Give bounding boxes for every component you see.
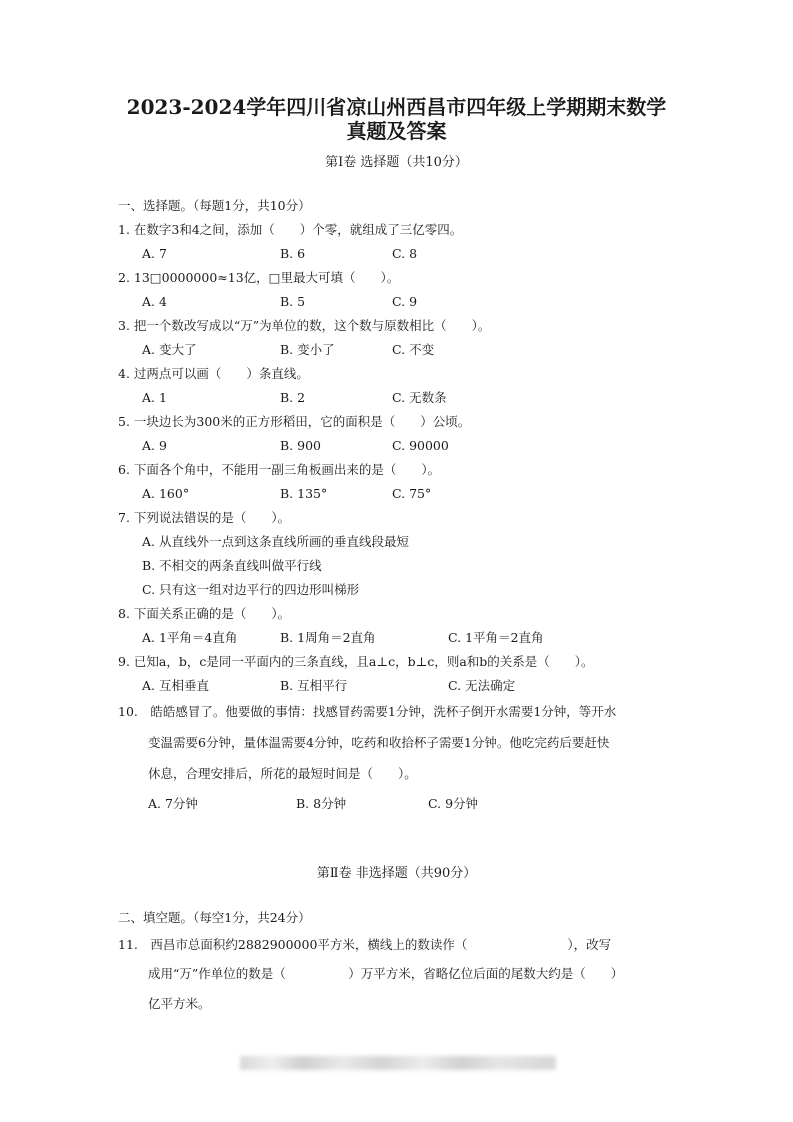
- question-7: 7. 下列说法错误的是（ ）。: [118, 510, 291, 525]
- question-4: 4. 过两点可以画（ ）条直线。: [118, 366, 309, 381]
- question-11-line-2: 成用“万”作单位的数是（ ）万平方米，省略亿位后面的尾数大约是（ ）: [148, 966, 624, 981]
- question-3: 3. 把一个数改写成以“万”为单位的数，这个数与原数相比（ ）。: [118, 318, 491, 333]
- q9-option-b: B. 互相平行: [280, 678, 348, 693]
- q8-option-c: C. 1平角＝2直角: [448, 630, 544, 645]
- document-title-line-1: 2023-2024学年四川省凉山州西昌市四年级上学期期末数学: [126, 95, 667, 119]
- q6-option-a: A. 160°: [142, 486, 190, 501]
- q10-option-a: A. 7分钟: [148, 796, 198, 811]
- q5-option-a: A. 9: [142, 438, 167, 453]
- q7-option-b: B. 不相交的两条直线叫做平行线: [142, 558, 322, 573]
- q2-option-b: B. 5: [280, 294, 306, 309]
- part-1-heading: 第Ⅰ卷 选择题（共10分）: [325, 155, 468, 170]
- question-5: 5. 一块边长为300米的正方形稻田，它的面积是（ ）公顷。: [118, 414, 471, 429]
- q8-option-b: B. 1周角＝2直角: [280, 630, 376, 645]
- q1-option-b: B. 6: [280, 246, 306, 261]
- q5-option-c: C. 90000: [392, 438, 449, 453]
- question-1: 1. 在数字3和4之间，添加（ ）个零，就组成了三亿零四。: [118, 222, 463, 237]
- q1-option-a: A. 7: [142, 246, 167, 261]
- blurred-footer-watermark: [240, 1056, 556, 1070]
- question-10-line-3: 休息，合理安排后，所花的最短时间是（ ）。: [148, 766, 417, 781]
- q8-option-a: A. 1平角＝4直角: [142, 630, 238, 645]
- question-11-line-1: 11. 西昌市总面积约2882900000平方米，横线上的数读作（ ），改写: [118, 937, 612, 952]
- question-8: 8. 下面关系正确的是（ ）。: [118, 606, 291, 621]
- section-2-heading: 二、填空题。（每空1分，共24分）: [118, 910, 311, 925]
- question-11-line-3: 亿平方米。: [148, 996, 211, 1011]
- q10-option-c: C. 9分钟: [428, 796, 479, 811]
- q4-option-c: C. 无数条: [392, 390, 447, 405]
- document-title-line-2: 真题及答案: [346, 119, 447, 143]
- q9-option-c: C. 无法确定: [448, 678, 516, 693]
- q6-option-c: C. 75°: [392, 486, 432, 501]
- q9-option-a: A. 互相垂直: [142, 678, 209, 693]
- q7-option-a: A. 从直线外一点到这条直线所画的垂直线段最短: [142, 534, 409, 549]
- question-10-line-2: 变温需要6分钟，量体温需要4分钟，吃药和收拾杯子需要1分钟。他吃完药后要赶快: [148, 735, 610, 750]
- q2-option-c: C. 9: [392, 294, 418, 309]
- q2-option-a: A. 4: [142, 294, 167, 309]
- question-9: 9. 已知a，b，c是同一平面内的三条直线，且a⊥c，b⊥c，则a和b的关系是（ ）。: [118, 654, 594, 669]
- q6-option-b: B. 135°: [280, 486, 328, 501]
- question-10-line-1: 10. 皓皓感冒了。他要做的事情：找感冒药需要1分钟，洗杯子倒开水需要1分钟，等开水: [118, 704, 617, 719]
- section-1-heading: 一、选择题。（每题1分，共10分）: [118, 198, 311, 213]
- q3-option-c: C. 不变: [392, 342, 435, 357]
- q10-option-b: B. 8分钟: [296, 796, 347, 811]
- question-2: 2. 13□0000000≈13亿，□里最大可填（ ）。: [118, 270, 400, 285]
- part-2-heading: 第Ⅱ卷 非选择题（共90分）: [316, 866, 477, 881]
- q4-option-b: B. 2: [280, 390, 306, 405]
- q4-option-a: A. 1: [142, 390, 167, 405]
- q3-option-a: A. 变大了: [142, 342, 197, 357]
- q5-option-b: B. 900: [280, 438, 321, 453]
- q3-option-b: B. 变小了: [280, 342, 335, 357]
- q1-option-c: C. 8: [392, 246, 418, 261]
- question-6: 6. 下面各个角中，不能用一副三角板画出来的是（ ）。: [118, 462, 441, 477]
- q7-option-c: C. 只有这一组对边平行的四边形叫梯形: [142, 582, 360, 597]
